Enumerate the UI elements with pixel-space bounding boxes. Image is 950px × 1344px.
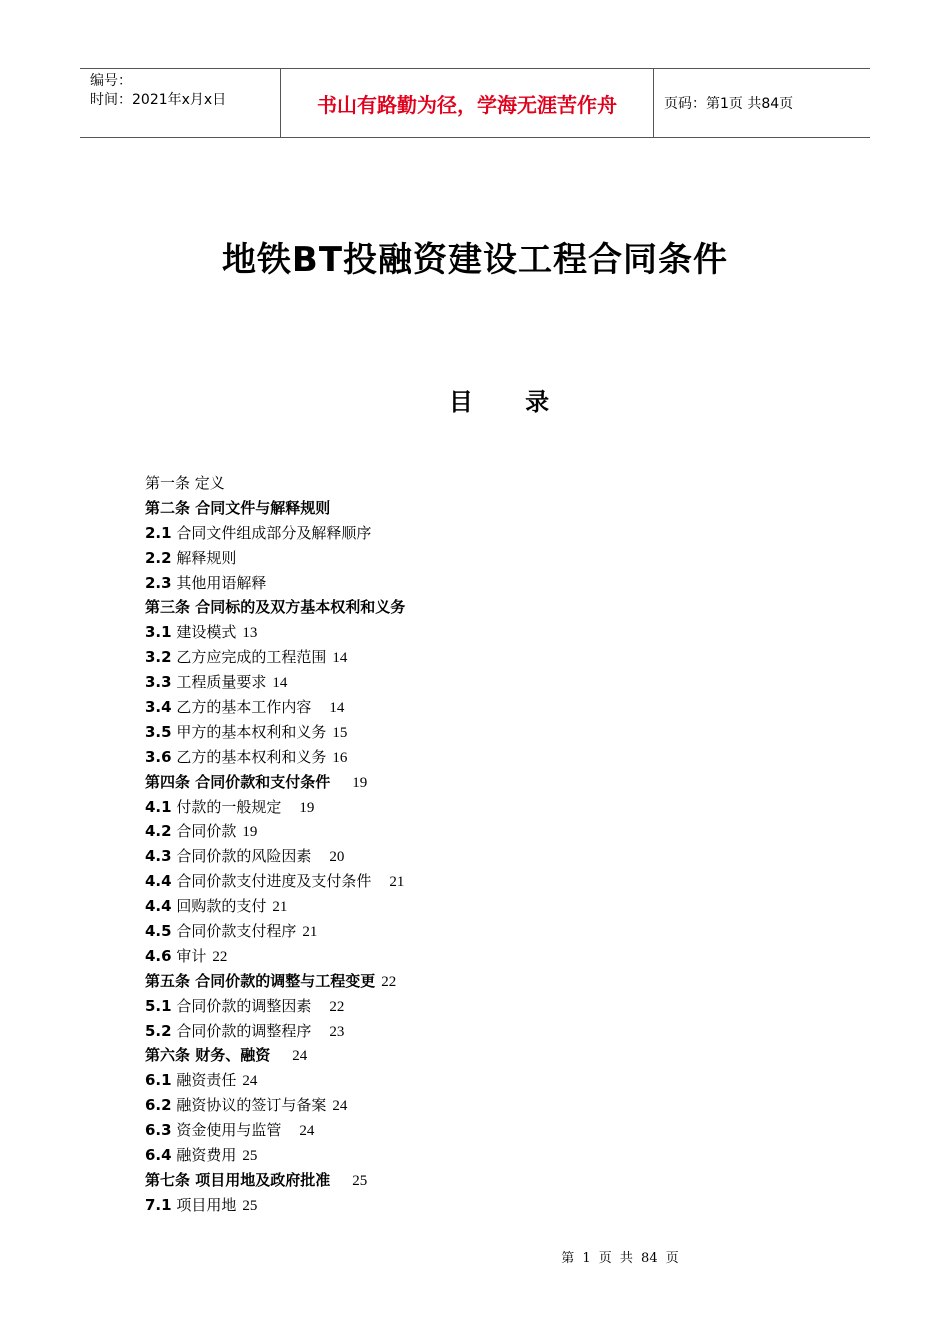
toc-entry-number: 3.5	[145, 722, 172, 741]
toc-entry-number: 4.3	[145, 847, 172, 866]
toc-entry-label: 其他用语解释	[171, 573, 267, 592]
header-meta	[80, 69, 281, 137]
toc-entry-number: 6.1	[145, 1071, 172, 1090]
toc-entry-page: 22	[212, 948, 228, 965]
toc-entry[interactable]	[145, 894, 405, 919]
toc-entry[interactable]	[145, 1168, 405, 1193]
toc-entry-number: 4.5	[145, 922, 172, 941]
toc-entry[interactable]	[145, 745, 405, 770]
toc-entry-page: 24	[292, 1048, 308, 1065]
toc-entry-page: 20	[329, 849, 345, 866]
toc-entry-label: 资金使用与监管	[171, 1121, 282, 1140]
toc-entry-label: 合同价款的调整程序	[171, 1021, 312, 1040]
toc-entry-label: 第二条 合同文件与解释规则	[145, 498, 331, 517]
toc-entry-label: 融资责任	[171, 1071, 237, 1090]
toc-entry-label: 回购款的支付	[171, 897, 267, 916]
toc-entry-page: 16	[332, 749, 348, 766]
toc-entry[interactable]	[145, 869, 405, 894]
toc-heading: 目 录	[448, 388, 572, 416]
toc-entry[interactable]	[145, 595, 405, 620]
toc-entry-page: 23	[329, 1023, 345, 1040]
toc-entry-label: 合同价款的风险因素	[171, 847, 312, 866]
toc-entry-label: 合同价款	[171, 822, 237, 841]
toc-entry-label: 合同价款支付程序	[171, 922, 297, 941]
toc-entry-number: 4.4	[145, 897, 172, 916]
toc-entry-label: 第五条 合同价款的调整与工程变更	[145, 971, 376, 990]
toc-entry-number: 3.1	[145, 623, 172, 642]
toc-entry-page: 15	[332, 724, 348, 741]
toc-entry-number: 2.3	[145, 573, 172, 592]
toc-entry-label: 付款的一般规定	[171, 797, 282, 816]
toc-entry-label: 第四条 合同价款和支付条件	[145, 772, 331, 791]
toc-entry[interactable]	[145, 969, 405, 994]
toc-entry[interactable]	[145, 944, 405, 969]
toc-entry[interactable]	[145, 720, 405, 745]
toc-entry-page: 19	[299, 799, 315, 816]
toc-entry-label: 乙方应完成的工程范围	[171, 648, 327, 667]
toc-entry-page: 14	[329, 700, 345, 717]
toc-entry-label: 乙方的基本工作内容	[171, 698, 312, 717]
toc-entry[interactable]	[145, 770, 405, 795]
toc-entry[interactable]	[145, 620, 405, 645]
toc-entry[interactable]	[145, 819, 405, 844]
toc-entry-number: 2.2	[145, 548, 172, 567]
toc-entry-page: 14	[272, 675, 288, 692]
toc-entry-number: 4.2	[145, 822, 172, 841]
toc-entry-page: 21	[272, 899, 288, 916]
toc-entry-label: 合同文件组成部分及解释顺序	[171, 523, 372, 542]
toc-entry[interactable]	[145, 994, 405, 1019]
toc-entry-page: 22	[329, 998, 345, 1015]
toc-entry-page: 14	[332, 650, 348, 667]
toc-entry-label: 第六条 财务、融资	[145, 1046, 271, 1065]
toc-entry-page: 13	[242, 625, 258, 642]
toc-entry-number: 3.6	[145, 747, 172, 766]
toc-entry[interactable]	[145, 1193, 405, 1218]
toc-entry-label: 解释规则	[171, 548, 237, 567]
toc-entry-label: 第七条 项目用地及政府批准	[145, 1170, 331, 1189]
time-label: 时间：2021年x月x日	[90, 92, 227, 108]
toc-entry[interactable]	[145, 695, 405, 720]
toc-entry[interactable]	[145, 1043, 405, 1068]
toc-entry-page: 24	[299, 1123, 315, 1140]
toc-entry-page: 25	[242, 1197, 258, 1214]
toc-entry-number: 3.2	[145, 648, 172, 667]
toc-entry-page: 22	[381, 973, 397, 990]
toc-entry-label: 融资协议的签订与备案	[171, 1096, 327, 1115]
number-label: 编号：	[90, 73, 132, 89]
toc-entry[interactable]	[145, 571, 405, 596]
table-of-contents	[145, 471, 405, 1218]
toc-entry-label: 第一条 定义	[145, 474, 225, 492]
header-page-info: 页码：第1页 共84页	[664, 96, 794, 112]
toc-entry[interactable]	[145, 471, 405, 496]
toc-entry-label: 合同价款的调整因素	[171, 996, 312, 1015]
toc-entry-number: 6.4	[145, 1146, 172, 1165]
toc-entry[interactable]	[145, 919, 405, 944]
toc-entry-page: 19	[242, 824, 258, 841]
toc-entry-label: 融资费用	[171, 1146, 237, 1165]
toc-entry-label: 建设模式	[171, 623, 237, 642]
toc-entry-page: 19	[352, 774, 368, 791]
toc-entry[interactable]	[145, 795, 405, 820]
toc-entry-page: 21	[389, 874, 405, 891]
toc-entry-number: 6.2	[145, 1096, 172, 1115]
toc-entry-page: 25	[352, 1172, 368, 1189]
toc-entry-label: 工程质量要求	[171, 673, 267, 692]
toc-entry-page: 24	[332, 1098, 348, 1115]
toc-entry-label: 乙方的基本权利和义务	[171, 747, 327, 766]
toc-entry-label: 第三条 合同标的及双方基本权利和义务	[145, 598, 406, 617]
page-footer: 第 1 页 共 84 页	[561, 1251, 679, 1266]
toc-entry[interactable]	[145, 1118, 405, 1143]
page-header	[80, 68, 870, 138]
toc-entry[interactable]	[145, 1143, 405, 1168]
toc-entry[interactable]	[145, 1093, 405, 1118]
header-motto: 书山有路勤为径，学海无涯苦作舟	[281, 69, 654, 137]
toc-entry-number: 4.6	[145, 946, 172, 965]
toc-entry-label: 审计	[171, 946, 207, 965]
toc-entry-page: 24	[242, 1073, 258, 1090]
toc-entry[interactable]	[145, 1068, 405, 1093]
toc-entry-number: 7.1	[145, 1195, 172, 1214]
toc-entry[interactable]	[145, 496, 405, 521]
toc-entry-number: 3.4	[145, 698, 172, 717]
toc-entry-page: 25	[242, 1148, 258, 1165]
toc-entry-number: 3.3	[145, 673, 172, 692]
toc-entry[interactable]	[145, 521, 405, 546]
document-title: 地铁BT投融资建设工程合同条件	[221, 240, 729, 280]
toc-entry-label: 项目用地	[171, 1195, 237, 1214]
toc-entry-number: 2.1	[145, 523, 172, 542]
toc-entry-number: 4.1	[145, 797, 172, 816]
toc-entry[interactable]	[145, 645, 405, 670]
toc-entry-label: 合同价款支付进度及支付条件	[171, 872, 372, 891]
toc-entry-label: 甲方的基本权利和义务	[171, 722, 327, 741]
toc-entry-number: 5.1	[145, 996, 172, 1015]
toc-entry-number: 4.4	[145, 872, 172, 891]
toc-entry[interactable]	[145, 546, 405, 571]
toc-entry-number: 6.3	[145, 1121, 172, 1140]
toc-entry-page: 21	[302, 924, 318, 941]
toc-entry[interactable]	[145, 844, 405, 869]
toc-entry-number: 5.2	[145, 1021, 172, 1040]
toc-entry[interactable]	[145, 670, 405, 695]
toc-entry[interactable]	[145, 1019, 405, 1044]
